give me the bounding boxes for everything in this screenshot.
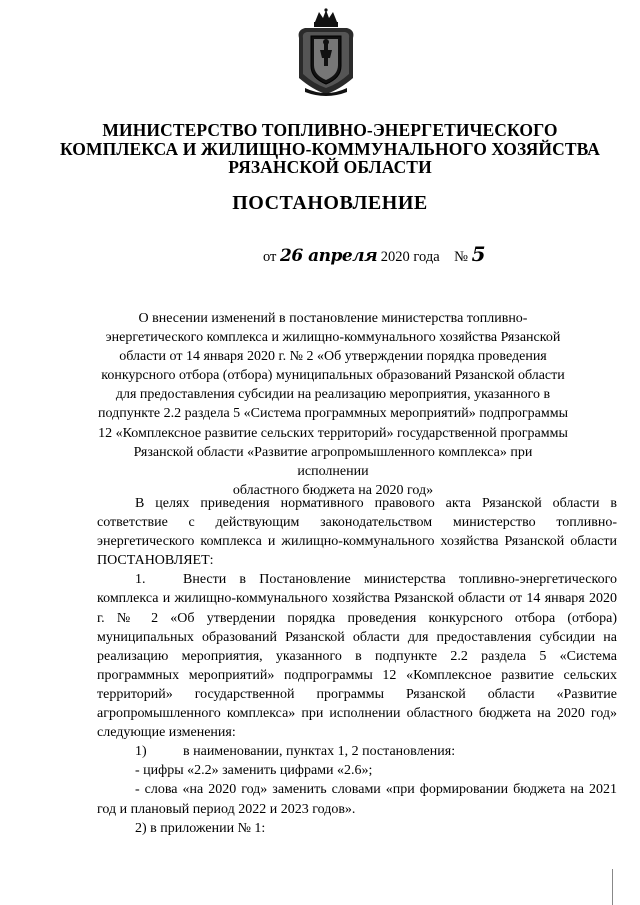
subject-line: конкурсного отбора (отбора) муниципальных образований Рязанской области — [101, 368, 565, 384]
document-subject — [98, 309, 568, 500]
subject-line: Рязанской области «Развитие агропромышленного комплекса» при исполнении — [133, 444, 533, 479]
date-prefix: от — [263, 249, 277, 265]
item-1-text: Внести в Постановление министерства топливно-энергетического комплекса и жилищно-коммунального хозяйства Рязанской области от 14 января 2020 г. № 2 «Об утвердении порядка проведения конкурсного отбора (отбора) муниципальных образований Рязанской области для предоставления субсидии на реализацию мероприятия, указанного в подпункте 2.2 раздела 5 «Система программных мероприятий» подпрограммы 12 «Комплексное развитие сельских территорий» государственной программы Рязанской области «Развитие агропромышленного комплекса» при исполнении областного бюджета на 2020 год» следующие изменения: — [97, 572, 617, 741]
subject-line: подпункте 2.2 раздела 5 «Система программных мероприятий» подпрограммы — [98, 406, 568, 422]
subject-line: 12 «Комплексное развитие сельских территорий» государственной программы — [98, 425, 568, 441]
handwritten-number: 5 — [471, 242, 486, 266]
handwritten-date: 26 апреля — [280, 246, 378, 266]
date-year: 2020 года — [380, 249, 440, 265]
subitem-2-paragraph: 2) в приложении № 1: — [135, 820, 266, 836]
subitem-1-paragraph — [97, 742, 617, 761]
document-body — [97, 494, 617, 838]
subject-line: для предоставления субсидии на реализацию мероприятия, указанного в — [115, 387, 551, 403]
subject-line: области от 14 января 2020 г. № 2 «Об утверждении порядка проведения — [119, 349, 547, 365]
preamble-paragraph: В целях приведения нормативного правового акта Рязанской области в сответствие с действующим законодательством министерство топливно-энергетического комплекса и жилищно-коммунального хозяйства Рязанской области ПОСТАНОВЛЯЕТ: — [97, 496, 617, 569]
item-1-number: 1. — [135, 572, 146, 588]
dash-item-2: - слова «на 2020 год» заменить словами «при формировании бюджета на 2021 год и плановый период 2022 и 2023 годов». — [97, 782, 617, 817]
date-number-line — [263, 242, 485, 266]
scan-edge-mark — [612, 869, 613, 905]
subject-line: О внесении изменений в постановление министерства топливно- — [138, 311, 528, 326]
subject-line: энергетического комплекса и жилищно-коммунального хозяйства Рязанской — [105, 330, 561, 346]
ministry-name-line-2: КОМПЛЕКСА И ЖИЛИЩНО-КОММУНАЛЬНОГО ХОЗЯЙСТВА — [59, 139, 601, 159]
number-sign: № — [454, 249, 468, 265]
subitem-1-text: в наименовании, пунктах 1, 2 постановления: — [183, 744, 456, 760]
coat-of-arms-icon — [293, 8, 359, 98]
dash-item-1: - цифры «2.2» заменить цифрами «2.6»; — [135, 763, 373, 779]
document-type-title: ПОСТАНОВЛЕНИЕ — [232, 192, 428, 214]
item-1-paragraph — [97, 570, 617, 742]
subject-line: областного бюджета на 2020 год» — [232, 482, 434, 498]
subitem-1-number: 1) — [135, 744, 147, 760]
ministry-name-line-3: РЯЗАНСКОЙ ОБЛАСТИ — [228, 157, 432, 177]
ministry-name-line-1: МИНИСТЕРСТВО ТОПЛИВНО-ЭНЕРГЕТИЧЕСКОГО — [102, 120, 558, 140]
